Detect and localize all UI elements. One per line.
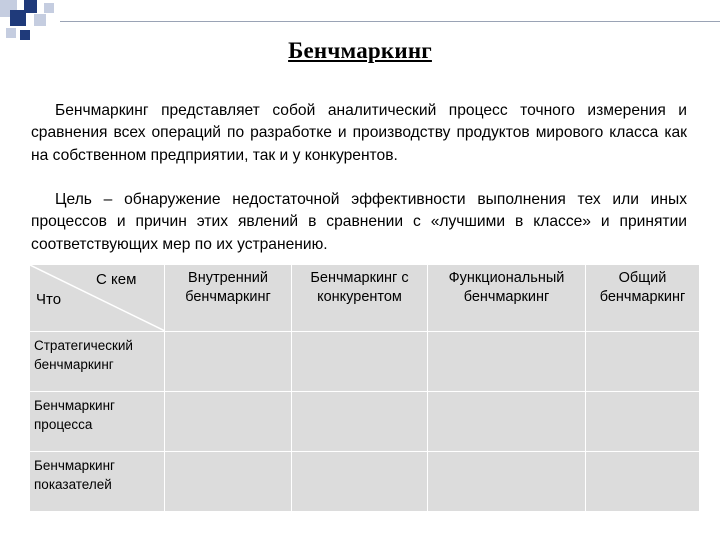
- page-title: Бенчмаркинг: [288, 38, 432, 63]
- column-header-internal: Внутренний бенчмаркинг: [165, 265, 292, 332]
- table-cell: [586, 392, 700, 452]
- header-rule: [60, 21, 720, 22]
- column-header-general: Общий бенчмаркинг: [586, 265, 700, 332]
- row-header-indicators: Бенчмаркинг показателей: [30, 452, 165, 512]
- column-header-competitor: Бенчмаркинг с конкурентом: [292, 265, 428, 332]
- table-cell: [586, 452, 700, 512]
- table-cell: [292, 392, 428, 452]
- paragraph-goal: Цель – обнаружение недостаточной эффективности выполнения тех или иных процессов и причин этих явлений в сравнении с «лучшими в классе» и принятии соответствующих мер по их устранению.: [31, 191, 687, 253]
- table-cell: [428, 392, 586, 452]
- corner-label-with-whom: С кем: [96, 271, 137, 288]
- table-cell: [292, 332, 428, 392]
- table-cell: [586, 332, 700, 392]
- table-cell: [165, 452, 292, 512]
- row-header-strategic: Стратегический бенчмаркинг: [30, 332, 165, 392]
- table-cell: [165, 332, 292, 392]
- corner-header-cell: [30, 265, 165, 332]
- benchmarking-matrix: [29, 264, 700, 512]
- corner-label-what: Что: [36, 291, 62, 308]
- table-cell: [292, 452, 428, 512]
- row-header-process: Бенчмаркинг процесса: [30, 392, 165, 452]
- table-cell: [165, 392, 292, 452]
- table-cell: [428, 332, 586, 392]
- paragraph-definition: Бенчмаркинг представляет собой аналитический процесс точного измерения и сравнения всех операций по разработке и производству продуктов мирового класса как на собственном предприятии, так и у конкурентов.: [31, 102, 687, 164]
- column-header-functional: Функциональный бенчмаркинг: [428, 265, 586, 332]
- table-cell: [428, 452, 586, 512]
